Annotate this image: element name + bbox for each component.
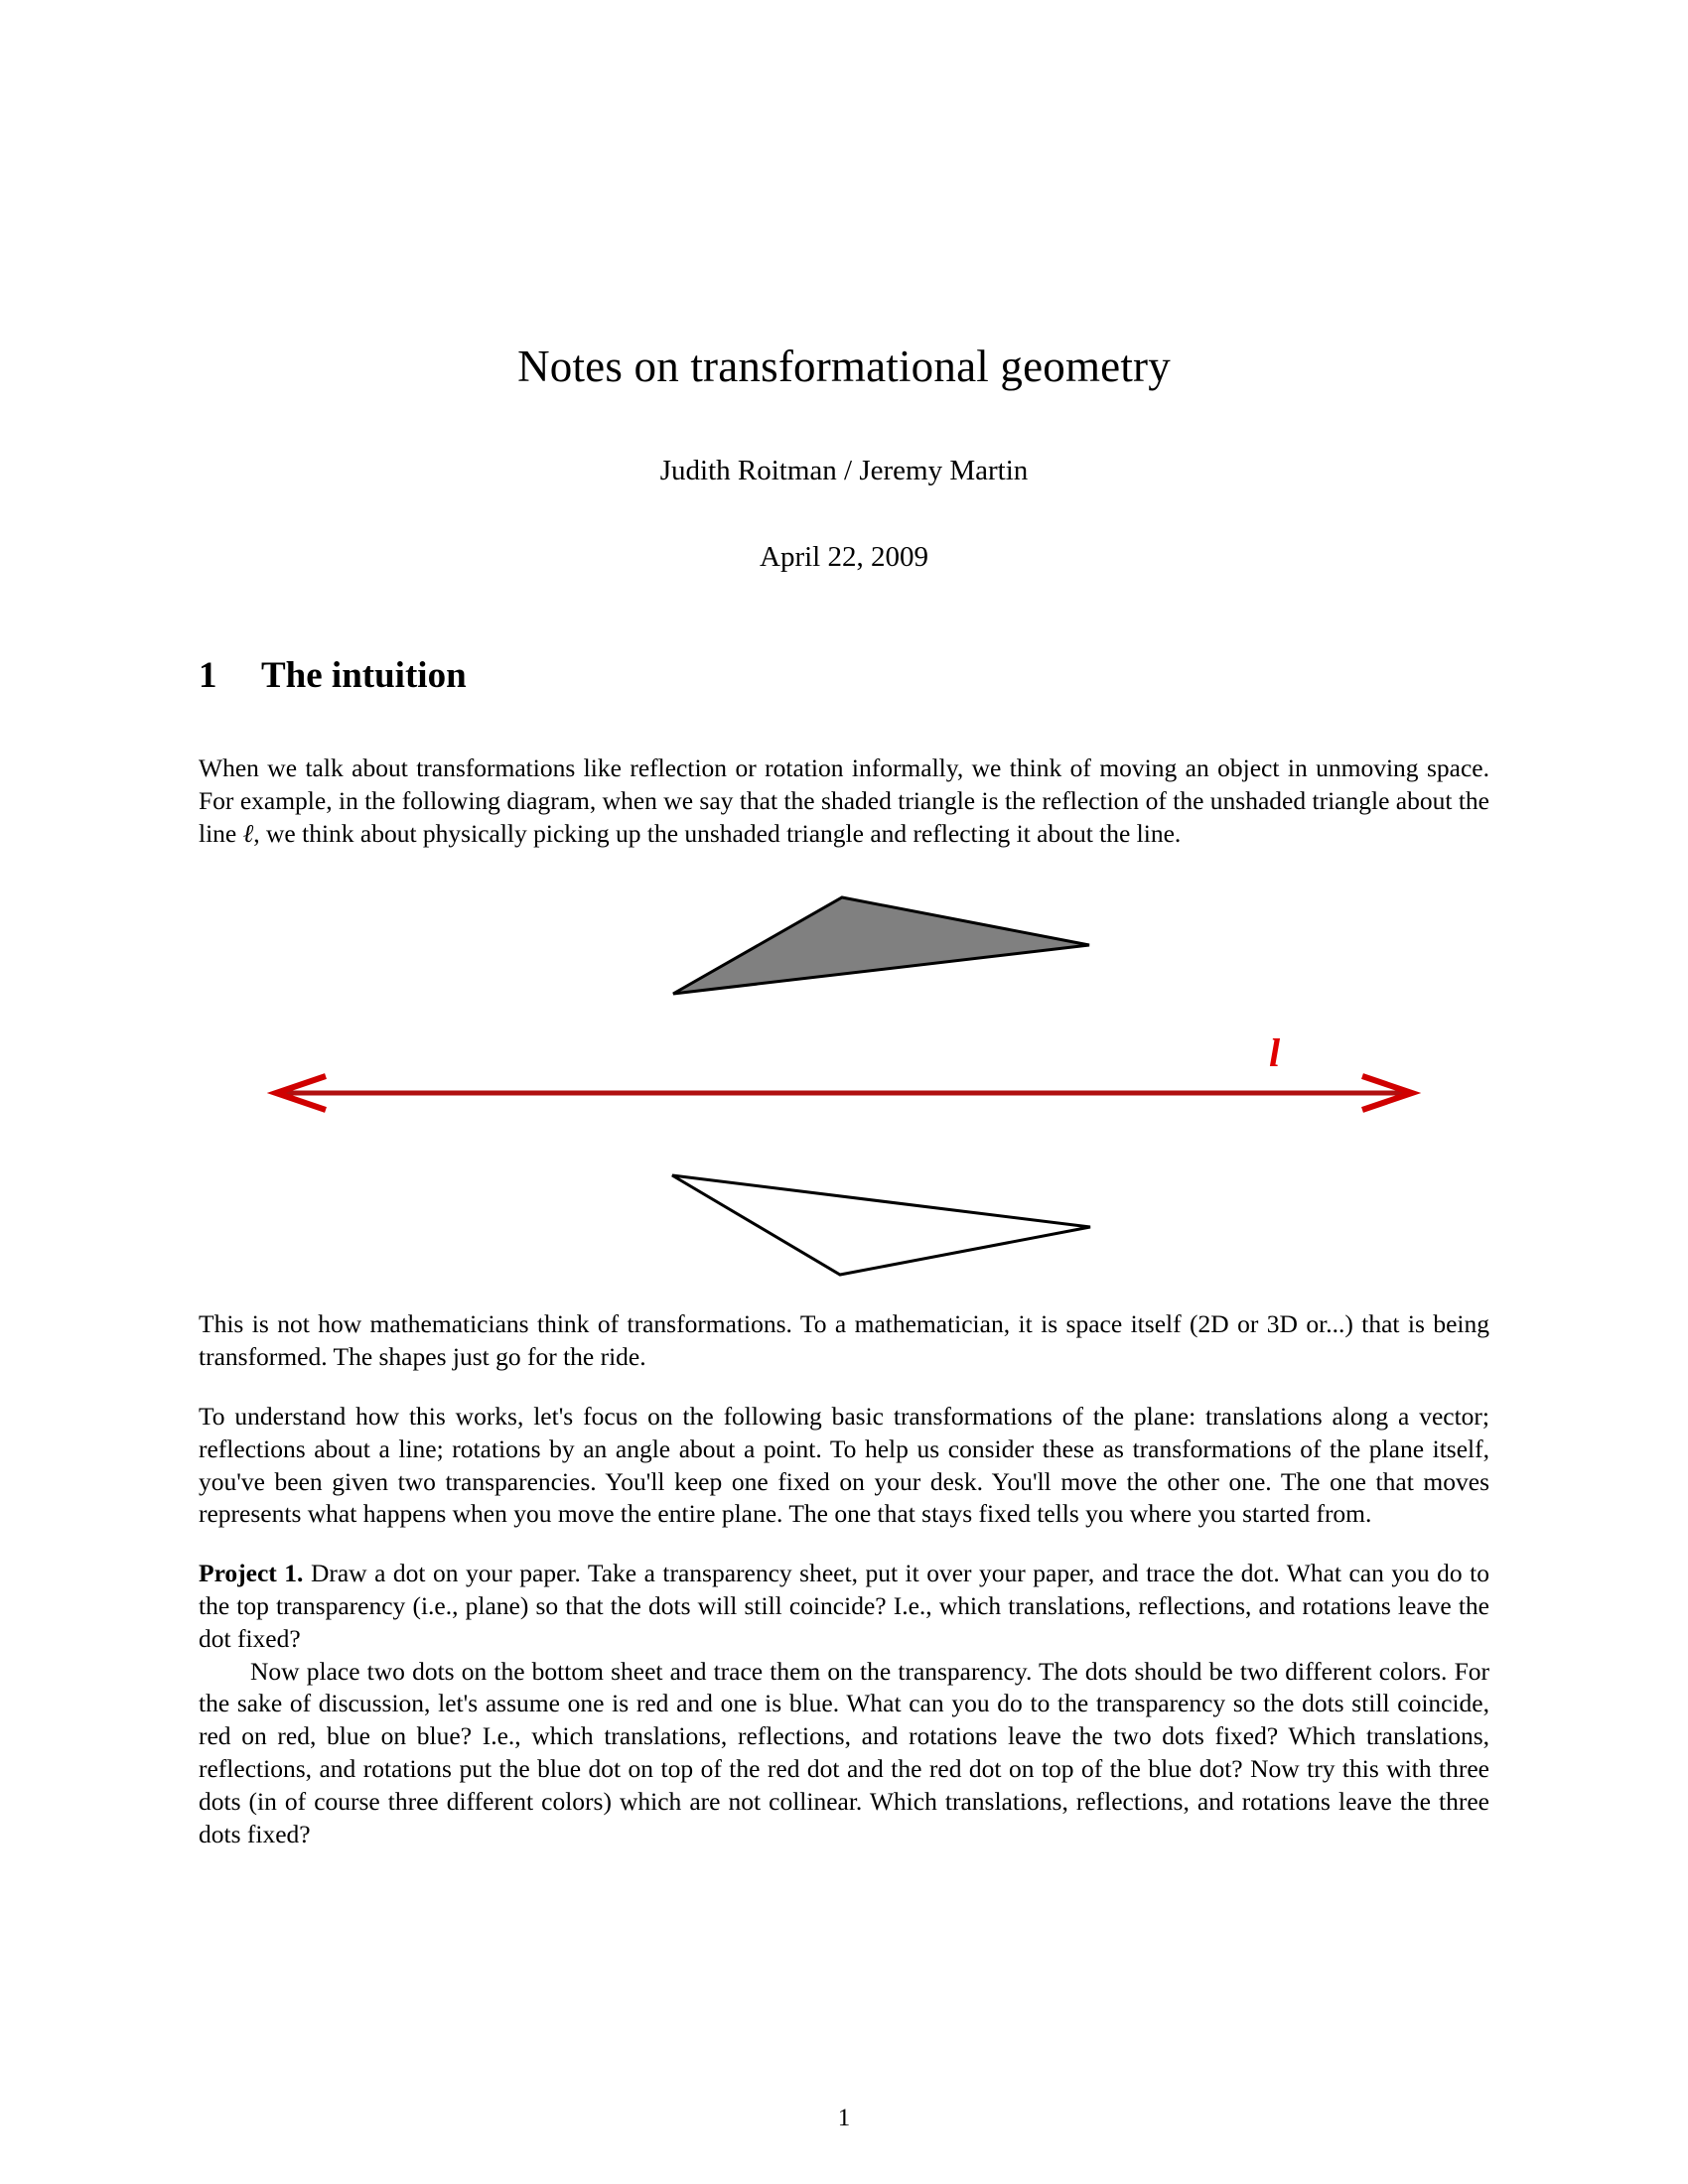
shaded-triangle — [673, 897, 1089, 994]
paragraph-basic-transformations: To understand how this works, let's focus on the following basic transformations of the plane: translations along a vector; reflections about a line; rotations by an angle about a point. To help us consider these as transformations of the plane itself, you've been given two transparencies. You'll keep one fixed on your desk. You'll move the other one. The one that moves represents what happens when you move the entire plane. The one that stays fixed tells you where you started from. — [199, 1401, 1489, 1529]
paragraph-mathematicians: This is not how mathematicians think of transformations. To a mathematician, it is space itself (2D or 3D or...) that is being transformed. The shapes just go for the ride. — [199, 1309, 1489, 1372]
content-column — [199, 0, 1489, 1850]
paragraph-intro-text-b: , we think about physically picking up the unshaded triangle and reflecting it about the line. — [253, 818, 1182, 848]
document-authors: Judith Roitman / Jeremy Martin — [659, 454, 1029, 486]
unshaded-triangle — [672, 1175, 1090, 1275]
paragraph-project-1-continued: Now place two dots on the bottom sheet and trace them on the transparency. The dots should be two different colors. For the sake of discussion, let's assume one is red and one is blue. What can you do to the transparency so the dots still coincide, red on red, blue on blue? I.e., which translations, reflections, and rotations leave the two dots fixed? Which translations, reflections, and rotations put the blue dot on top of the red dot and the red dot on top of the blue dot? Now try this with three dots (in of course three different colors) which are not collinear. Which translations, reflections, and rotations leave the three dots fixed? — [199, 1656, 1489, 1848]
paragraph-intro-text-a: When we talk about transformations like reflection or rotation informally, we think of moving an object in unmoving space. For example, in the following diagram, when we say that the shaded triangle is the reflection of the unshaded triangle about the line — [199, 752, 1489, 848]
section-number: 1 — [199, 655, 217, 697]
mirror-line-group — [276, 1030, 1412, 1110]
page-number: 1 — [837, 2105, 851, 2131]
document-date: April 22, 2009 — [760, 541, 928, 574]
page-title: Notes on transformational geometry — [517, 341, 1171, 391]
paragraph-project-1 — [199, 1558, 1489, 1655]
section-heading — [199, 574, 1489, 697]
mirror-line-label: l — [1269, 1030, 1281, 1076]
reflection-diagram-svg — [199, 850, 1489, 1308]
section-title: The intuition — [261, 655, 467, 697]
reflection-figure — [199, 850, 1489, 1308]
project-label: Project 1. — [199, 1559, 304, 1588]
project-text-first: Draw a dot on your paper. Take a transparency sheet, put it over your paper, and trace the dot. What can you do to the top transparency (i.e., plane) so that the dots will still coincide? I.e., which translations, reflections, and rotations leave the dot fixed? — [199, 1559, 1489, 1653]
line-symbol-ell: ℓ — [242, 818, 254, 848]
paragraph-intro — [199, 697, 1489, 850]
